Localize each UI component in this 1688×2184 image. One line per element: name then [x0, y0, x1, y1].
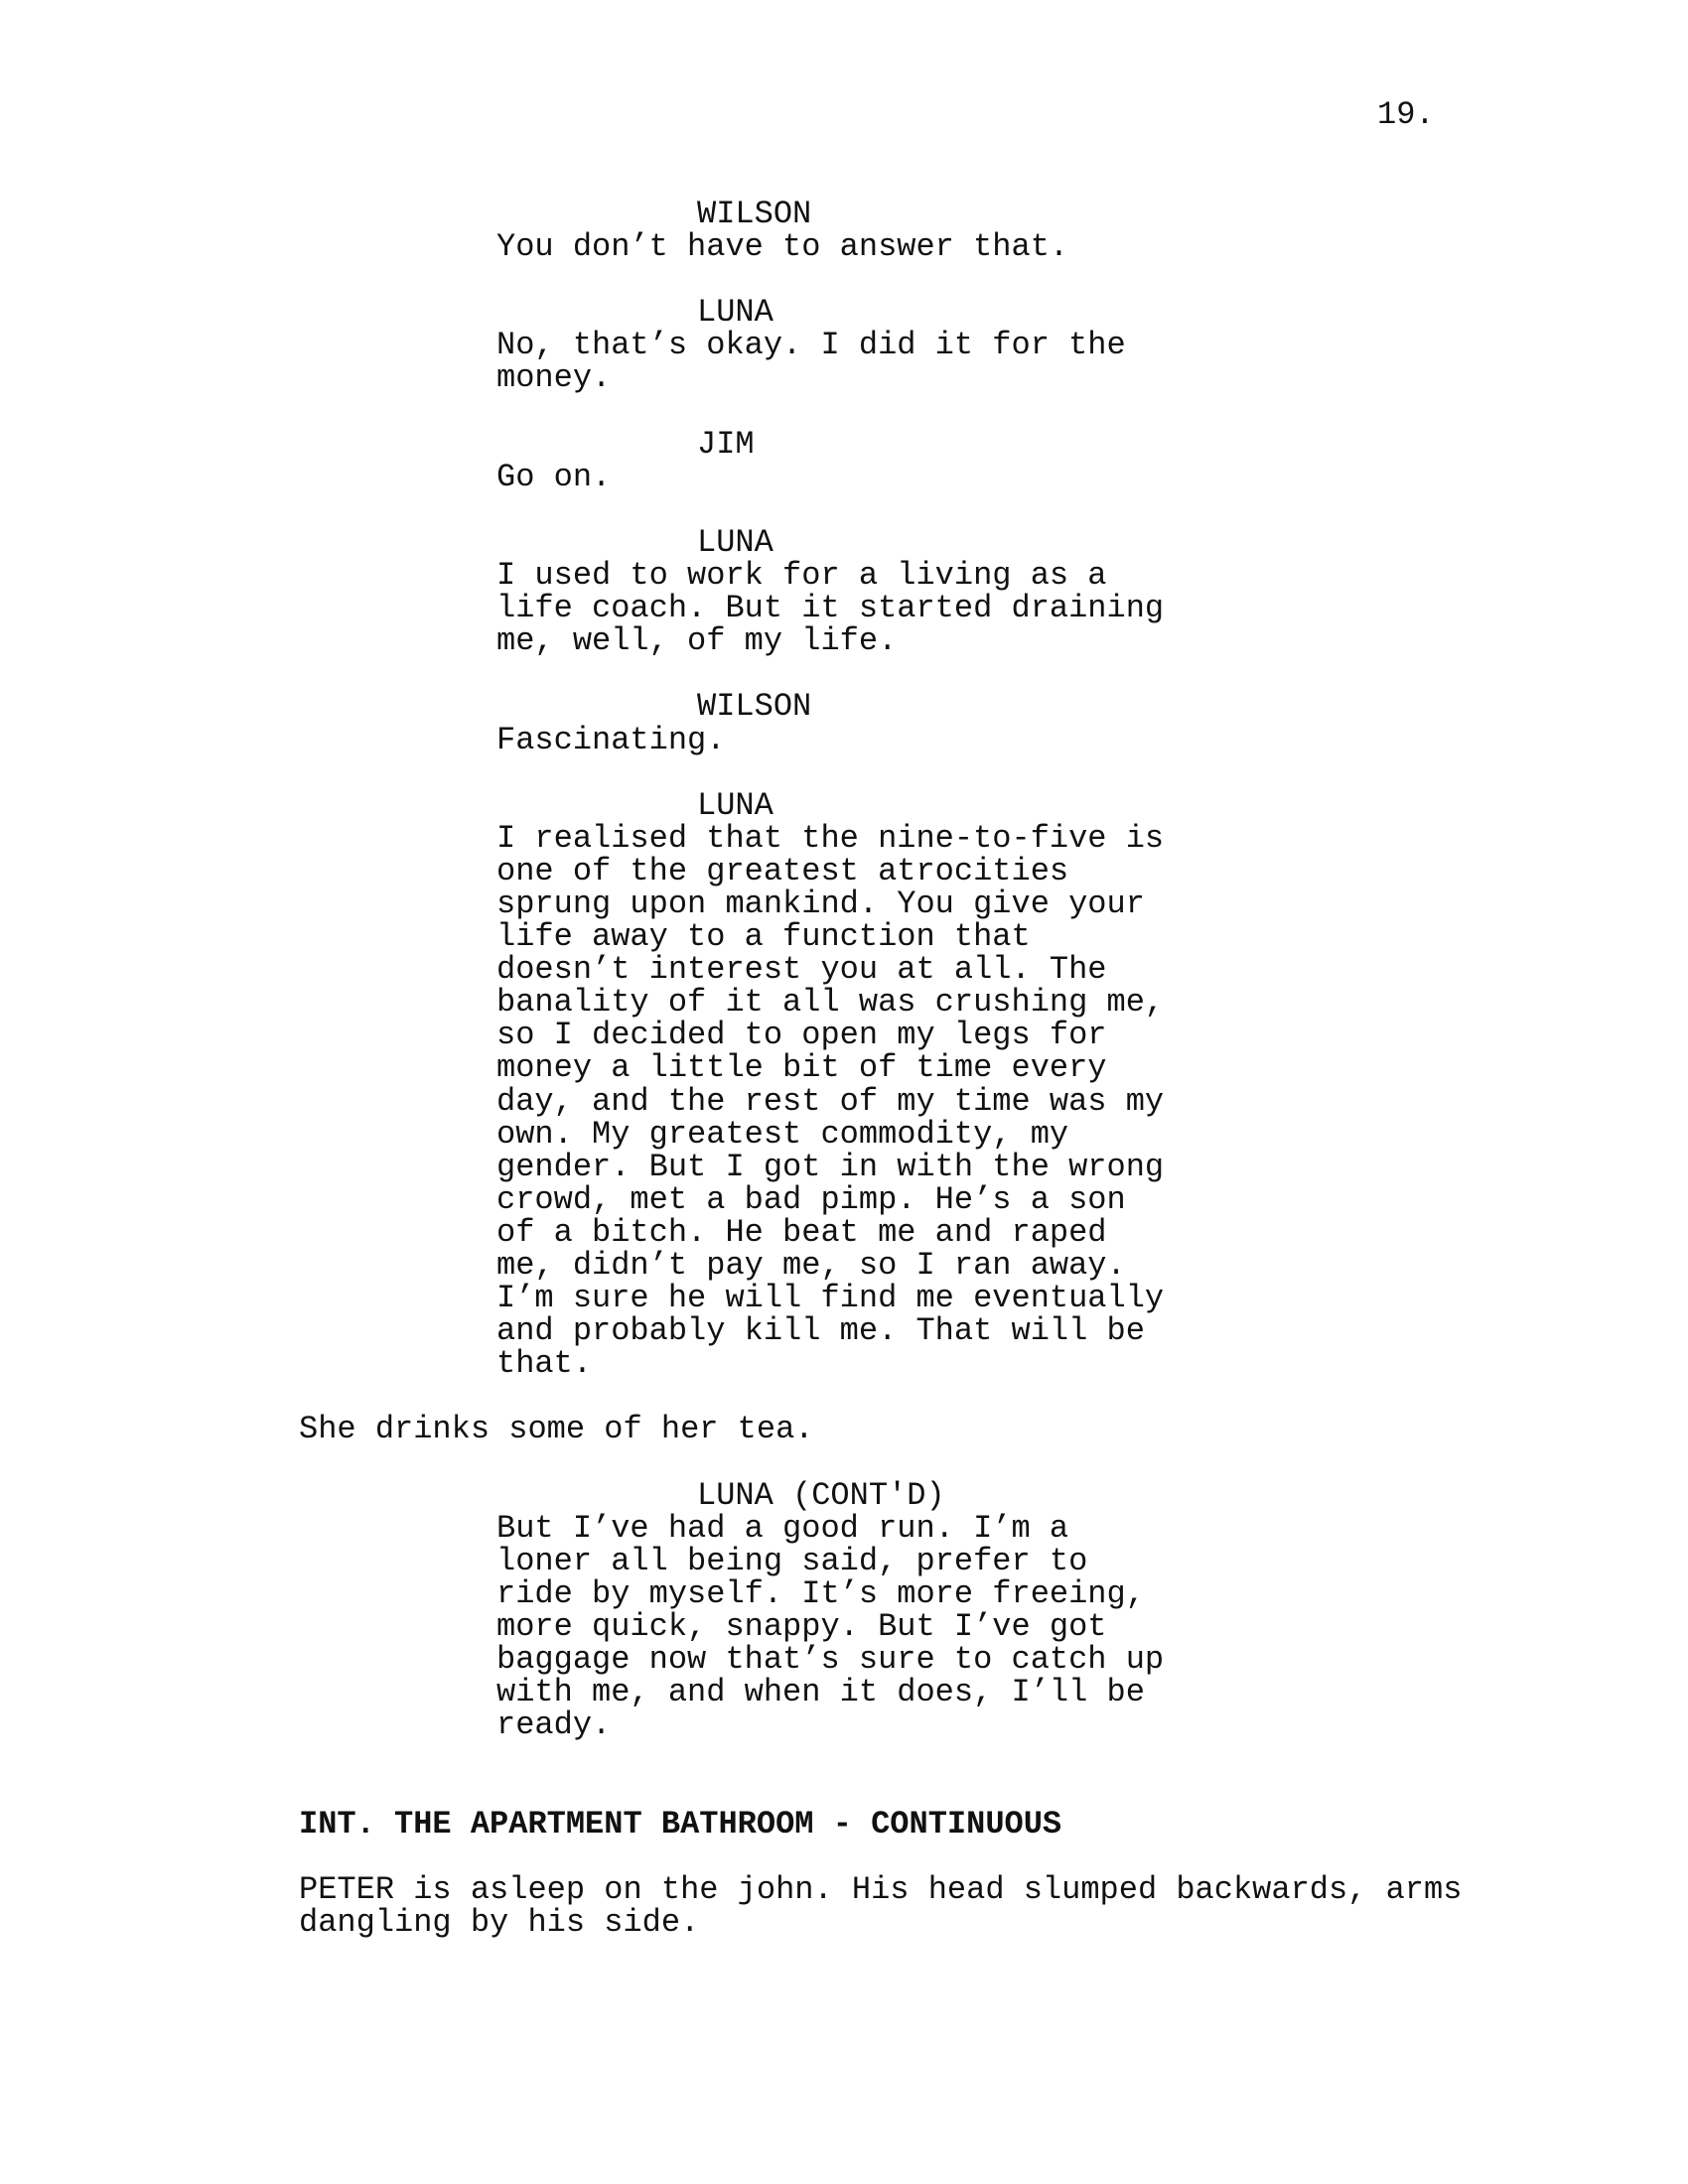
dialogue-line: so I decided to open my legs for [496, 1017, 1107, 1054]
spacer [0, 1380, 1688, 1413]
action-line: She drinks some of her tea. [299, 1411, 814, 1448]
action-block [299, 1870, 1490, 1941]
dialogue-line: more quick, snappy. But I’ve got [496, 1608, 1107, 1646]
character-cue [0, 688, 1688, 726]
spacer [0, 263, 1688, 296]
character-name: WILSON [697, 688, 812, 726]
dialogue-line: one of the greatest atrocities [496, 852, 1069, 889]
dialogue-line: baggage now that’s sure to catch up [496, 1641, 1165, 1679]
character-name: JIM [697, 425, 755, 463]
action-block [299, 1411, 1490, 1448]
dialogue-block [496, 1509, 1192, 1744]
dialogue-block [496, 327, 1192, 397]
character-name: LUNA [697, 786, 774, 824]
dialogue-block [496, 557, 1192, 660]
dialogue-line: day, and the rest of my time was my [496, 1082, 1165, 1120]
dialogue-line: of a bitch. He beat me and raped [496, 1213, 1107, 1251]
character-cue [0, 523, 1688, 561]
character-cue [0, 425, 1688, 463]
dialogue-line: gender. But I got in with the wrong [496, 1148, 1165, 1185]
action-line: PETER is asleep on the john. His head slumped backwards, arms [299, 1870, 1463, 1908]
spacer [0, 395, 1688, 428]
screenplay-body [0, 198, 1688, 1939]
scene-heading-block [0, 1805, 1688, 1843]
dialogue-line: crowd, met a bad pimp. He’s a son [496, 1180, 1126, 1218]
page-number: 19. [1377, 96, 1435, 133]
character-cue [0, 786, 1688, 824]
dialogue-line: and probably kill me. That will be [496, 1312, 1145, 1350]
dialogue-line: life coach. But it started draining [496, 590, 1165, 627]
dialogue-line: ride by myself. It’s more freeing, [496, 1574, 1145, 1612]
character-cue [0, 198, 1688, 230]
dialogue-block [496, 228, 1192, 266]
dialogue-line: loner all being said, prefer to [496, 1542, 1088, 1579]
character-name: LUNA (CONT'D) [697, 1476, 945, 1514]
dialogue-line: money. [496, 359, 612, 397]
character-cue [0, 294, 1688, 332]
character-name: LUNA [697, 523, 774, 561]
action-line: dangling by his side. [299, 1903, 700, 1941]
scene-heading: INT. THE APARTMENT BATHROOM - CONTINUOUS [299, 1805, 1062, 1843]
dialogue-block [496, 721, 1192, 758]
dialogue-line: life away to a function that [496, 918, 1031, 956]
dialogue-line: No, that’s okay. I did it for the [496, 327, 1126, 364]
dialogue-line: with me, and when it does, I’ll be [496, 1674, 1145, 1711]
dialogue-line: Go on. [496, 458, 612, 495]
dialogue-line: But I’ve had a good run. I’m a [496, 1509, 1069, 1547]
spacer [0, 657, 1688, 690]
spacer [0, 756, 1688, 789]
dialogue-line: money a little bit of time every [496, 1049, 1107, 1087]
spacer [0, 1446, 1688, 1479]
character-name: LUNA [697, 294, 774, 332]
dialogue-line: Fascinating. [496, 721, 726, 758]
dialogue-line: me, didn’t pay me, so I ran away. [496, 1247, 1126, 1284]
dialogue-line: banality of it all was crushing me, [496, 984, 1165, 1022]
dialogue-line: that. [496, 1345, 593, 1383]
spacer [0, 493, 1688, 526]
dialogue-block [496, 458, 1192, 495]
dialogue-line: me, well, of my life. [496, 622, 898, 660]
dialogue-line: own. My greatest commodity, my [496, 1115, 1069, 1153]
dialogue-line: I used to work for a living as a [496, 557, 1107, 595]
dialogue-line: sprung upon mankind. You give your [496, 885, 1145, 922]
dialogue-line: ready. [496, 1706, 612, 1744]
dialogue-line: doesn’t interest you at all. The [496, 951, 1107, 989]
dialogue-line: I realised that the nine-to-five is [496, 819, 1165, 857]
dialogue-line: You don’t have to answer that. [496, 228, 1069, 266]
character-name: WILSON [697, 196, 812, 232]
dialogue-line: I’m sure he will find me eventually [496, 1280, 1165, 1317]
dialogue-block [496, 819, 1192, 1383]
spacer [0, 1741, 1688, 1807]
character-cue [0, 1476, 1688, 1514]
spacer [0, 1841, 1688, 1873]
